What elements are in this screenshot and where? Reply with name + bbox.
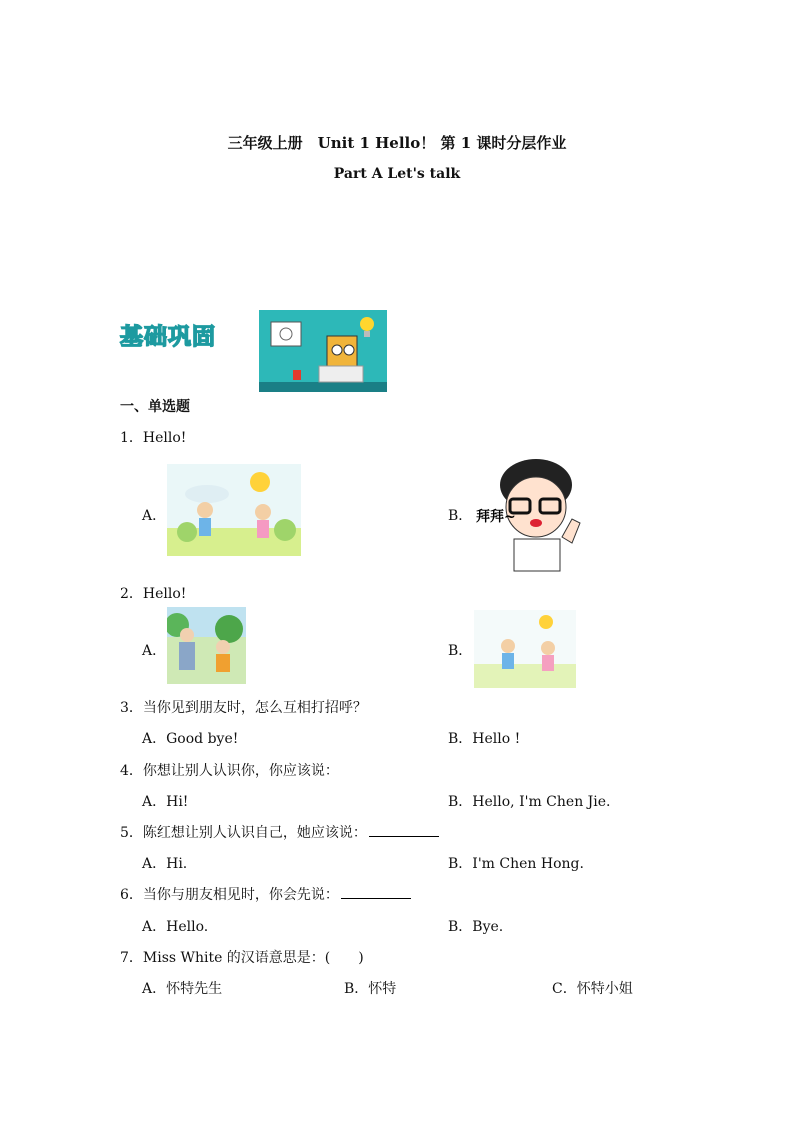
option-label: A．: [142, 643, 167, 659]
question-text: 当你见到朋友时，怎么互相打招呼？: [142, 700, 367, 716]
question-text: Hello!: [142, 586, 187, 602]
page-title: 三年级上册 Unit 1 Hello！ 第 1 课时分层作业: [227, 134, 567, 152]
question-3: [120, 697, 367, 717]
q6-option-a[interactable]: [142, 916, 208, 936]
option-text: Hi!: [166, 794, 189, 810]
option-label: B．: [448, 856, 473, 872]
option-label: C．: [552, 981, 577, 997]
answer-blank[interactable]: [369, 822, 439, 837]
q3-option-b[interactable]: [448, 728, 520, 748]
option-text: 怀特小姐: [576, 981, 633, 997]
q4-option-b[interactable]: [448, 791, 611, 811]
option-label: B．: [448, 508, 473, 524]
question-number: 4．: [120, 763, 143, 779]
option-text: I'm Chen Hong.: [472, 856, 584, 872]
question-text: Miss White 的汉语意思是：( ): [142, 950, 364, 966]
option-label: B．: [448, 919, 473, 935]
q6-option-b[interactable]: [448, 916, 503, 936]
option-label: A．: [142, 856, 167, 872]
q5-option-b[interactable]: [448, 853, 584, 873]
question-5: [120, 822, 439, 842]
question-number: 5．: [120, 825, 143, 841]
q7-option-a[interactable]: [142, 978, 222, 998]
option-label: B．: [448, 731, 473, 747]
option-text: 怀特先生: [166, 981, 223, 997]
option-text: Hello.: [166, 919, 209, 935]
q7-option-b[interactable]: [344, 978, 396, 998]
question-number: 3．: [120, 700, 143, 716]
section-badge: 基础巩固: [120, 324, 216, 350]
option-label: A．: [142, 731, 167, 747]
option-text: 怀特: [368, 981, 397, 997]
bye-bye-text: 拜拜~: [476, 509, 516, 525]
question-4: [120, 760, 339, 780]
q2-option-b-image: [474, 610, 576, 688]
question-number: 2．: [120, 586, 143, 602]
page-subtitle: Part A Let's talk: [333, 166, 461, 182]
question-2: [120, 583, 186, 603]
q1-option-a-image: [167, 464, 301, 556]
option-text: Hi.: [166, 856, 188, 872]
q1-option-b[interactable]: [448, 505, 472, 525]
question-1: [120, 427, 186, 447]
option-text: Bye.: [472, 919, 504, 935]
question-number: 6．: [120, 887, 143, 903]
option-label: B．: [448, 643, 473, 659]
question-text: 你想让别人认识你，你应该说：: [142, 763, 339, 779]
question-6: [120, 884, 411, 904]
q1-option-a[interactable]: [142, 505, 166, 525]
option-label: A．: [142, 981, 167, 997]
q1-option-b-image: [474, 455, 584, 573]
q3-option-a[interactable]: [142, 728, 238, 748]
q2-option-a-image: [167, 607, 246, 684]
option-label: A．: [142, 794, 167, 810]
option-text: Good bye!: [166, 731, 239, 747]
option-text: Hello !: [472, 731, 521, 747]
q7-option-c[interactable]: [552, 978, 633, 998]
question-7: [120, 947, 364, 967]
question-number: 7．: [120, 950, 143, 966]
answer-blank[interactable]: [341, 884, 411, 899]
question-text: Hello!: [142, 430, 187, 446]
q5-option-a[interactable]: [142, 853, 187, 873]
classroom-illustration: [259, 310, 387, 392]
section-title: 一、单选题: [120, 399, 190, 415]
question-number: 1．: [120, 430, 143, 446]
option-text: Hello, I'm Chen Jie.: [472, 794, 611, 810]
question-text: 陈红想让别人认识自己，她应该说：: [142, 825, 367, 841]
option-label: B．: [448, 794, 473, 810]
option-label: A．: [142, 508, 167, 524]
q2-option-b[interactable]: [448, 640, 472, 660]
q2-option-a[interactable]: [142, 640, 166, 660]
q4-option-a[interactable]: [142, 791, 188, 811]
option-label: B．: [344, 981, 369, 997]
option-label: A．: [142, 919, 167, 935]
question-text: 当你与朋友相见时，你会先说：: [142, 887, 339, 903]
